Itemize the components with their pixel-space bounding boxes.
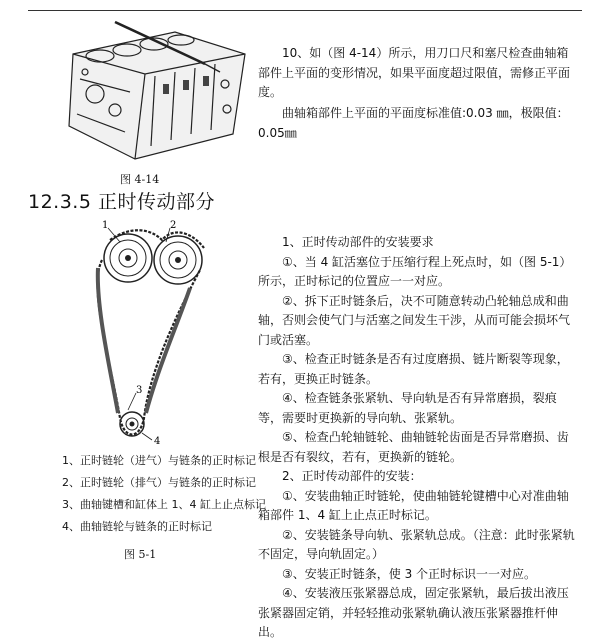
- text-line: ⑤、检查凸轮轴链轮、曲轴链轮齿面是否异常磨损、齿根是否有裂纹，若有，更换新的链轮。: [258, 430, 569, 464]
- paragraph-flatness-standard: 曲轴箱部件上平面的平面度标准值:0.03 ㎜，极限值：0.05㎜: [258, 106, 569, 140]
- legend-item-2: 2、正时链轮（排气）与链条的正时标记: [62, 476, 256, 489]
- legend-item-3: 3、曲轴键槽和缸体上 1、4 缸上止点标记: [62, 498, 266, 511]
- text-line: ②、安装链条导向轨、张紧轨总成。（注意：此时张紧轨不固定，导向轨固定。）: [258, 527, 575, 561]
- text-line: ②、拆下正时链条后，决不可随意转动凸轮轴总成和曲轴，否则会使气门与活塞之间发生干涉，从而可能会损坏气门或活塞。: [258, 293, 571, 347]
- section-heading: 12.3.5 正时传动部分: [28, 191, 215, 213]
- text-line: ③、安装正时链条，使 3 个正时标识一一对应。: [282, 566, 537, 581]
- callout-1: 1: [102, 220, 109, 231]
- text-line: ④、检查链条张紧轨、导向轨是否有异常磨损，裂痕等，需要时更换新的导向轨、张紧轨。: [258, 391, 557, 425]
- text-line: ③、检查正时链条是否有过度磨损、链片断裂等现象，若有，更换正时链条。: [258, 352, 569, 386]
- timing-chain-figure: [80, 218, 220, 448]
- figure-5-1-caption: 图 5-1: [124, 548, 157, 561]
- text-line: ①、安装曲轴正时链轮，使曲轴链轮键槽中心对准曲轴箱部件 1、4 缸上止点正时标记。: [258, 488, 569, 522]
- paragraph-flatness-check: 10、如（图 4-14）所示，用刀口尺和塞尺检查曲轴箱部件上平面的变形情况，如果平面度超过限值，需修正平面度。: [258, 46, 571, 99]
- engine-block-figure: [55, 14, 255, 164]
- text-line: 2、正时传动部件的安装：: [282, 469, 422, 483]
- text-line: ①、当 4 缸活塞位于压缩行程上死点时，如（图 5-1）所示，正时标记的位置应一一对应。: [258, 254, 572, 288]
- legend-item-4: 4、曲轴链轮与链条的正时标记: [62, 520, 212, 533]
- installation-text: [258, 233, 578, 643]
- top-rule: [28, 10, 582, 11]
- callout-3: 3: [136, 385, 143, 396]
- callout-4: 4: [154, 436, 161, 447]
- text-line: ④、安装液压张紧器总成，固定张紧轨，最后拔出液压张紧器固定销，并轻轻推动张紧轨确认液压张紧器推杆伸出。: [258, 586, 569, 639]
- text-line: 1、正时传动部件的安装要求: [282, 235, 434, 249]
- legend-item-1: 1、正时链轮（进气）与链条的正时标记: [62, 454, 256, 467]
- figure-4-14-caption: 图 4-14: [120, 173, 160, 186]
- callout-2: 2: [170, 220, 177, 231]
